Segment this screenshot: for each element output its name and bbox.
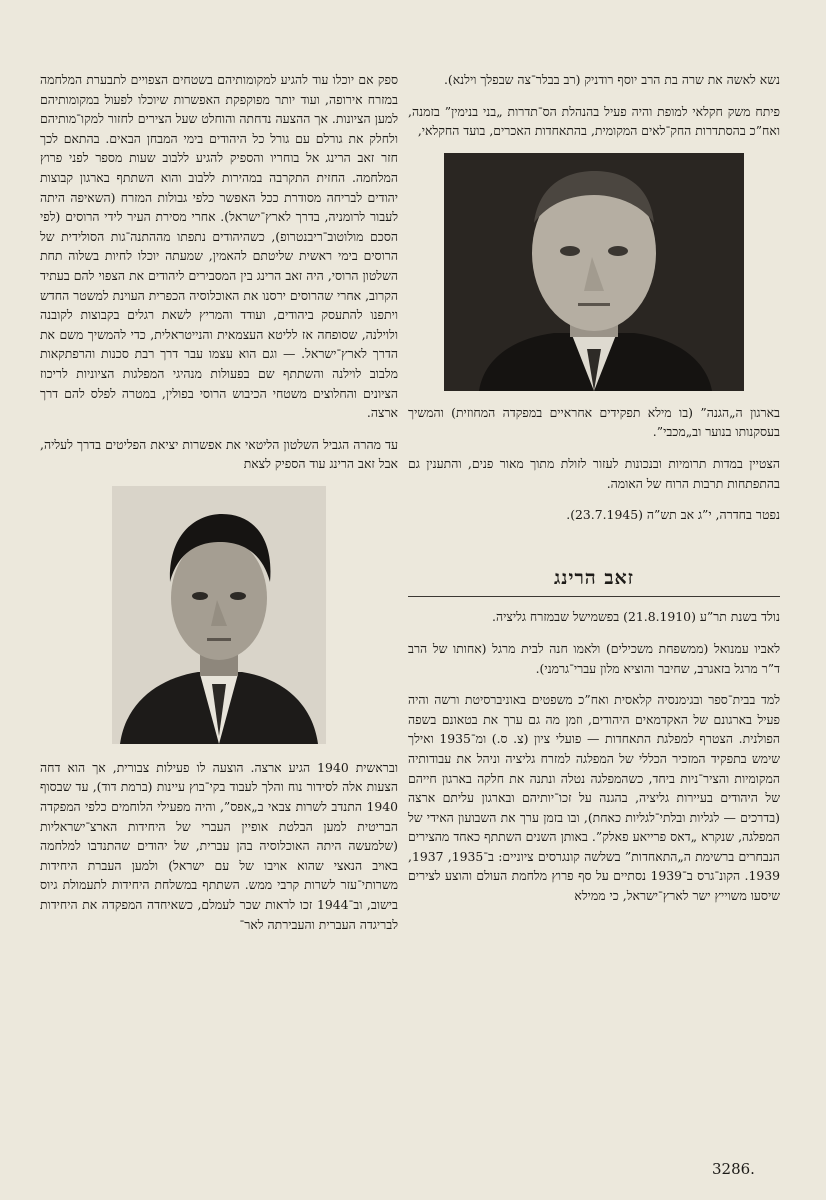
aliyah-paragraph: ובראשית 1940 הגיע ארצה. הוצעה לו פעילות צבורית, אך הוא דחה הצעות אלה לסידור נוח והלך לעבוד בקי־בוץ עיינות (ברמת דוד), עד שבסוף 1940 התנדב לשרות צבאי ב„אפס”, והיה מפעילי הלוחמים כלפי המפקדה הבריטית למען הבלטת אופיין העברי של היחידות הארצ־ישראליות (שלמעשה היתה האוכלוסיה בהן עברית, של יהודים שהתנדבו למלחמה באויב הנאצי שהוא אויבו של עם ישראל) ולמען העברת היחידות משרותי־עזר לשרות קרבי ממש. השתתף במשלחת היחידות לתעמולת גיוס בישוב, וב־1944 זכו לראות שכר לעמלם, כשאיחדה המפקדה את היחידות לבריגדה העברית והעבירתה לאר־	[40, 759, 398, 932]
section-title: זאב הרינג	[554, 566, 634, 589]
haganah-paragraph: בארגון ה„הגנה” (בו מילא תפקידים אחראיים במפקדה המחוזית) והמשיך בעסקנותו בנוער וב„מכבי”.	[408, 404, 780, 440]
birth-paragraph: נולד בשנת תר”ע (21.8.1910) בפשמישל שבמזרח גליציה.	[492, 609, 780, 625]
death-paragraph: נפטר בחדרה, י”ג אב תש”ה (23.7.1945).	[566, 507, 780, 523]
lithuania-paragraph: עד מהרה הגביל השלטון הליטאי את אפשרות יציאת הפליטים בדרך לעליה, אבל זאב הרינג עוד הספיק לצאת	[40, 436, 398, 472]
war-paragraph: ספק אם יוכלו עוד להגיע למקומותיהם בשטחים הצפויים לתבערת המלחמה במזרח אירופה, ועוד יותר מפוקפקת האפשרות שיוכלו לפעול במקומותיהם למען הציונות. אך ההצעה נדחתה והוחלט שעל הצירים לחזור למקו־מותיהם ולחלק את גורלם עם גורל כל היהודים בימי המבחן הבאים. בהתאם לכך חזר זאב הרינג אל בוחריו והספיק להגיע ללבוב שעות מספר לפני פרוץ המלחמה. החזית התקרבה במהירות ללבוב והוא השתתף בארגון קבוצות יהודים לבריחה מסודרת ככל האפשר כלפי גבולות המזרח (השאיפה היתה לעבור לרומניה, בדרך לארץ־ישראל). אחרי מסירת העיר לידי הרוסים (לפי הסכם מולוטוב־ריבנטרופ), כשהיהודים נתפתו מההתנה־גות הסולידית של הרוסים בימי ראשית שליטתם להאמין, שמעתה יוכלו לחיות בשלוה תחת השלטון הרוסי, היה זאב הרינג בין המסבירים ליהודים את הצפוי להם בעתיד הקרוב, אחרי שהרוסים ירסנו את האוכלוסיה הכפרית העוינת למשטר החדש ויתפנו להתעסק ביהודים, ועודד והמריץ לשאת רגלים בקבוצות לקובנה ולוילנה, שסופחה אז לליטא העצמאית והנייטראלית, כדי להמשיך משם את הדרך לארץ־ישראל. — וגם הוא עצמו עבר דרך רבת סכנות והרפתקאות מלבוב לוילנה והשתתף שם בפעולות מנהיגי המפלגות הציוניות לריכוז הציונים והחלוצים משטחי הכיבוש הרוסי בפולין, במטרה לפלס להם דרך ארצה.	[40, 72, 398, 421]
page-number: 3286.	[712, 1160, 755, 1178]
education-paragraph: למד בבית־ספר ובגימנסיה קלאסית ואח”כ משפטים באוניברסיטת ורשה והיה פעיל בארגונם של האקדמאים היהודים, וזמן מה גם ערך את בטאונם בשפה הפולנית. הצטרף למפלגת התאחדות — פועלי ציון (צ. ס.) ומ־1935 ואילך שימש בתפקיד המזכיר הכללי של המפלגה למזרח גליציה וניהל את עבודותיה המקומיות והציר־ניות ביחד, כשהמפלגה נטלה ונתנה את חלקה בארגון חייהם של היהודים בעיירות גליציה, בהגנה על זכו־יותיהם ובארגון עליתם ארצה (בדרכים — לגליות ובלתי־לגליות כאחת), ובו בזמן ערך את השבועון האידי של המפלגה, שנקרא „דאס פרייאע פאלק”. באותן השנים השתתף כאחד מהצירים הנבחרים ברשימת ה„התאחדות” בשלשה קונגרסים ציוניים: ב־1935, 1937, 1939. הקונ־גרס ב־1939 נסתיים על סף פרוץ מלחמת העולם והוצע לצירים שיסעו משוייץ ישר לארץ־ישראל, כי ממילא	[408, 692, 780, 904]
portrait-photo-man-in-suit	[444, 153, 744, 391]
left-column	[40, 70, 398, 946]
portrait-photo-young-man	[112, 486, 326, 744]
parents-paragraph: לאביו עמנואל (ממשפחת משכילים) ולאמו חנה לבית מרגל (אחותו של הרב ד”ר מרגל בזאגרב, שחיבר והוציא מלון עברי־גרמני).	[408, 640, 780, 676]
right-column	[408, 70, 780, 918]
section-divider	[408, 596, 780, 597]
character-paragraph: הצטיין במדות תרומיות ובנכונות לעזור לזולת מתוך מאור פנים, והתענין גם בהתפתחות תרבות הרוח של האומה.	[408, 455, 780, 491]
activity-paragraph: פיתח משק חקלאי למופת והיה פעיל בהנהלת הס־תדרות „בני בנימין” בזמנה, ואח”כ בהסתדרות החק־לאים המקומית, בהתאחדות האכרים, בועד החקלאי,	[408, 103, 780, 139]
spouse-paragraph: נשא לאשה את שרה בת הרב יוסף רודניק (רב בבלר־צה שבפלך וילנא).	[443, 72, 780, 87]
